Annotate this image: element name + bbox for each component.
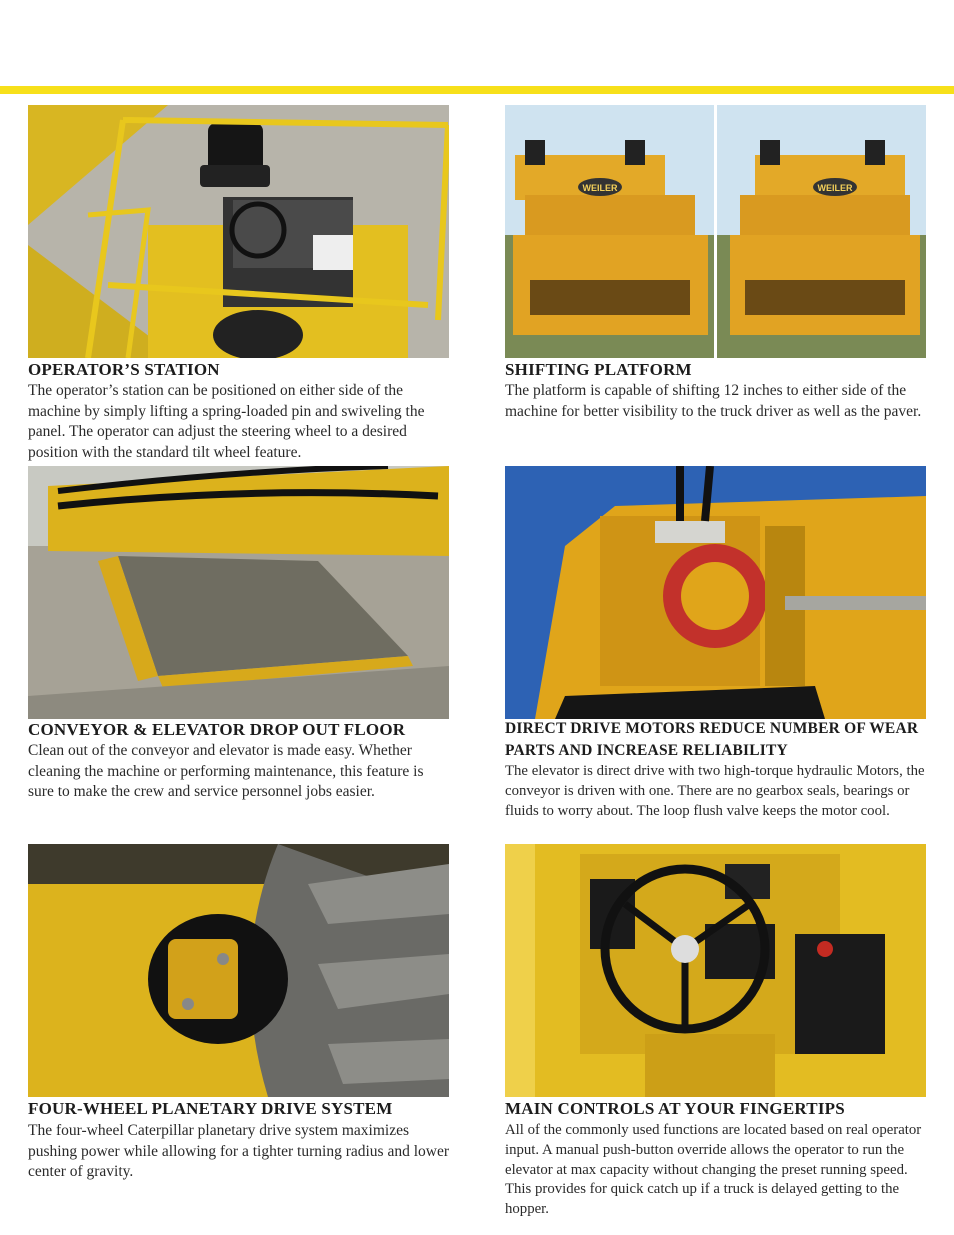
direct-drive-motor-title: DIRECT DRIVE MOTORS REDUCE NUMBER OF WEAR PARTS AND INCREASE RELIABILITY	[505, 720, 919, 759]
main-controls-title: MAIN CONTROLS AT YOUR FINGERTIPS	[505, 1099, 845, 1118]
planetary-drive-photo	[28, 844, 449, 1097]
operator-station-body: The operator’s station can be positioned on either side of the machine by simply lifting a spring-loaded pin and swiveling the panel. The operator can adjust the steering wheel to a desired position with the standard tilt wheel feature.	[28, 382, 425, 461]
shifting-platform-photo	[505, 105, 926, 358]
direct-drive-motor-body: The elevator is direct drive with two high-torque hydraulic Motors, the conveyor is driven with one. There are no gearbox seals, bearings or fluids to worry about. The loop flush valve keeps the motor cool.	[505, 763, 925, 819]
drop-out-floor-title: CONVEYOR & ELEVATOR DROP OUT FLOOR	[28, 720, 406, 739]
planetary-drive-body: The four-wheel Caterpillar planetary drive system maximizes pushing power while allowing for a tighter turning radius and lower center of gravity.	[28, 1122, 449, 1180]
direct-drive-motor-photo	[505, 466, 926, 719]
operator-station-title: OPERATOR’S STATION	[28, 360, 220, 379]
shifting-platform-title: SHIFTING PLATFORM	[505, 360, 692, 379]
weiler-badge-right: WEILER	[817, 183, 853, 193]
drop-out-floor-photo	[28, 466, 449, 719]
shifting-platform-body: The platform is capable of shifting 12 inches to either side of the machine for better visibility to the truck driver as well as the paver.	[505, 382, 922, 420]
weiler-badge-left: WEILER	[582, 183, 618, 193]
header-accent-rule	[0, 86, 954, 94]
drop-out-floor-body: Clean out of the conveyor and elevator is made easy. Whether cleaning the machine or performing maintenance, this feature is sure to make the crew and service personnel jobs easier.	[28, 742, 424, 800]
main-controls-body: All of the commonly used functions are located based on real operator input. A manual push-button override allows the operator to run the elevator at max capacity without changing the preset running speed. This provides for quick catch up if a truck is delayed getting to the hopper.	[505, 1122, 922, 1218]
main-controls-photo	[505, 844, 926, 1097]
planetary-drive-title: FOUR-WHEEL PLANETARY DRIVE SYSTEM	[28, 1099, 393, 1118]
operator-station-photo	[28, 105, 449, 358]
